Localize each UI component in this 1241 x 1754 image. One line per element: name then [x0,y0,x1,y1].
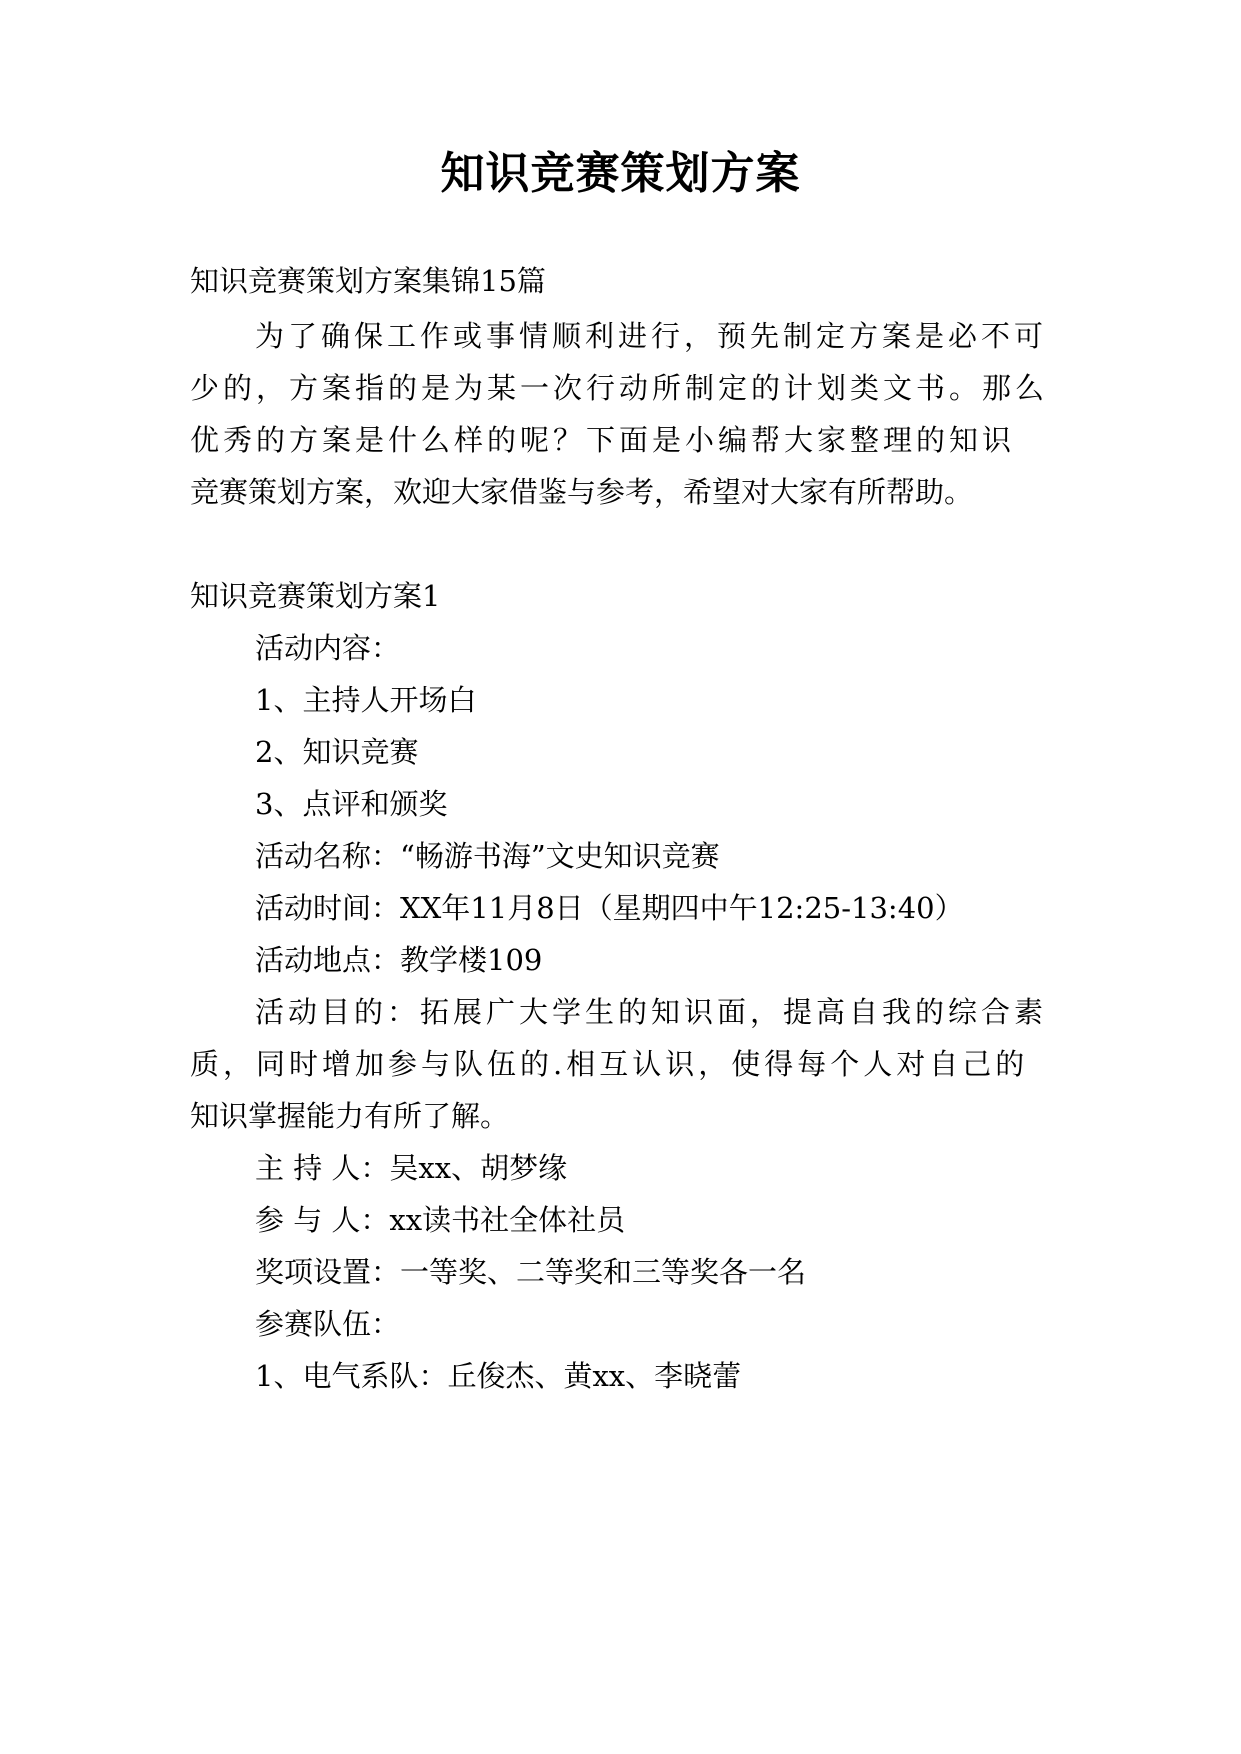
activity-name: 活动名称：“畅游书海”文史知识竞赛 [255,839,720,873]
awards-line: 奖项设置：一等奖、二等奖和三等奖各一名 [255,1255,807,1289]
intro-line-4: 竞赛策划方案，欢迎大家借鉴与参考，希望对大家有所帮助。 [190,475,974,509]
team-item-1: 1、电气系队：丘俊杰、黄xx、李晓蕾 [255,1359,742,1393]
host-line: 主 持 人：吴xx、胡梦缘 [255,1151,568,1185]
section-heading: 知识竞赛策划方案1 [190,579,441,613]
content-item-3: 3、点评和颁奖 [255,787,448,821]
content-item-1: 1、主持人开场白 [255,683,477,717]
intro-line-1: 为了确保工作或事情顺利进行，预先制定方案是必不可 [255,319,1048,353]
participants-line: 参 与 人：xx读书社全体社员 [255,1203,626,1237]
purpose-line-3: 知识掌握能力有所了解。 [190,1099,510,1133]
collection-heading: 知识竞赛策划方案集锦15篇 [190,264,546,298]
teams-label: 参赛队伍： [255,1307,401,1341]
page-title: 知识竞赛策划方案 [440,148,801,199]
content-label: 活动内容： [255,631,401,665]
intro-line-2: 少的，方案指的是为某一次行动所制定的计划类文书。那么 [190,371,1049,405]
activity-place: 活动地点：教学楼109 [255,943,543,977]
purpose-line-1: 活动目的：拓展广大学生的知识面，提高自我的综合素 [255,995,1048,1029]
activity-time: 活动时间：XX年11月8日（星期四中午12:25-13:40） [255,891,964,925]
content-item-2: 2、知识竞赛 [255,735,419,769]
purpose-line-2: 质，同时增加参与队伍的.相互认识，使得每个人对自己的 [190,1047,1029,1081]
intro-line-3: 优秀的方案是什么样的呢？下面是小编帮大家整理的知识 [190,423,1016,457]
